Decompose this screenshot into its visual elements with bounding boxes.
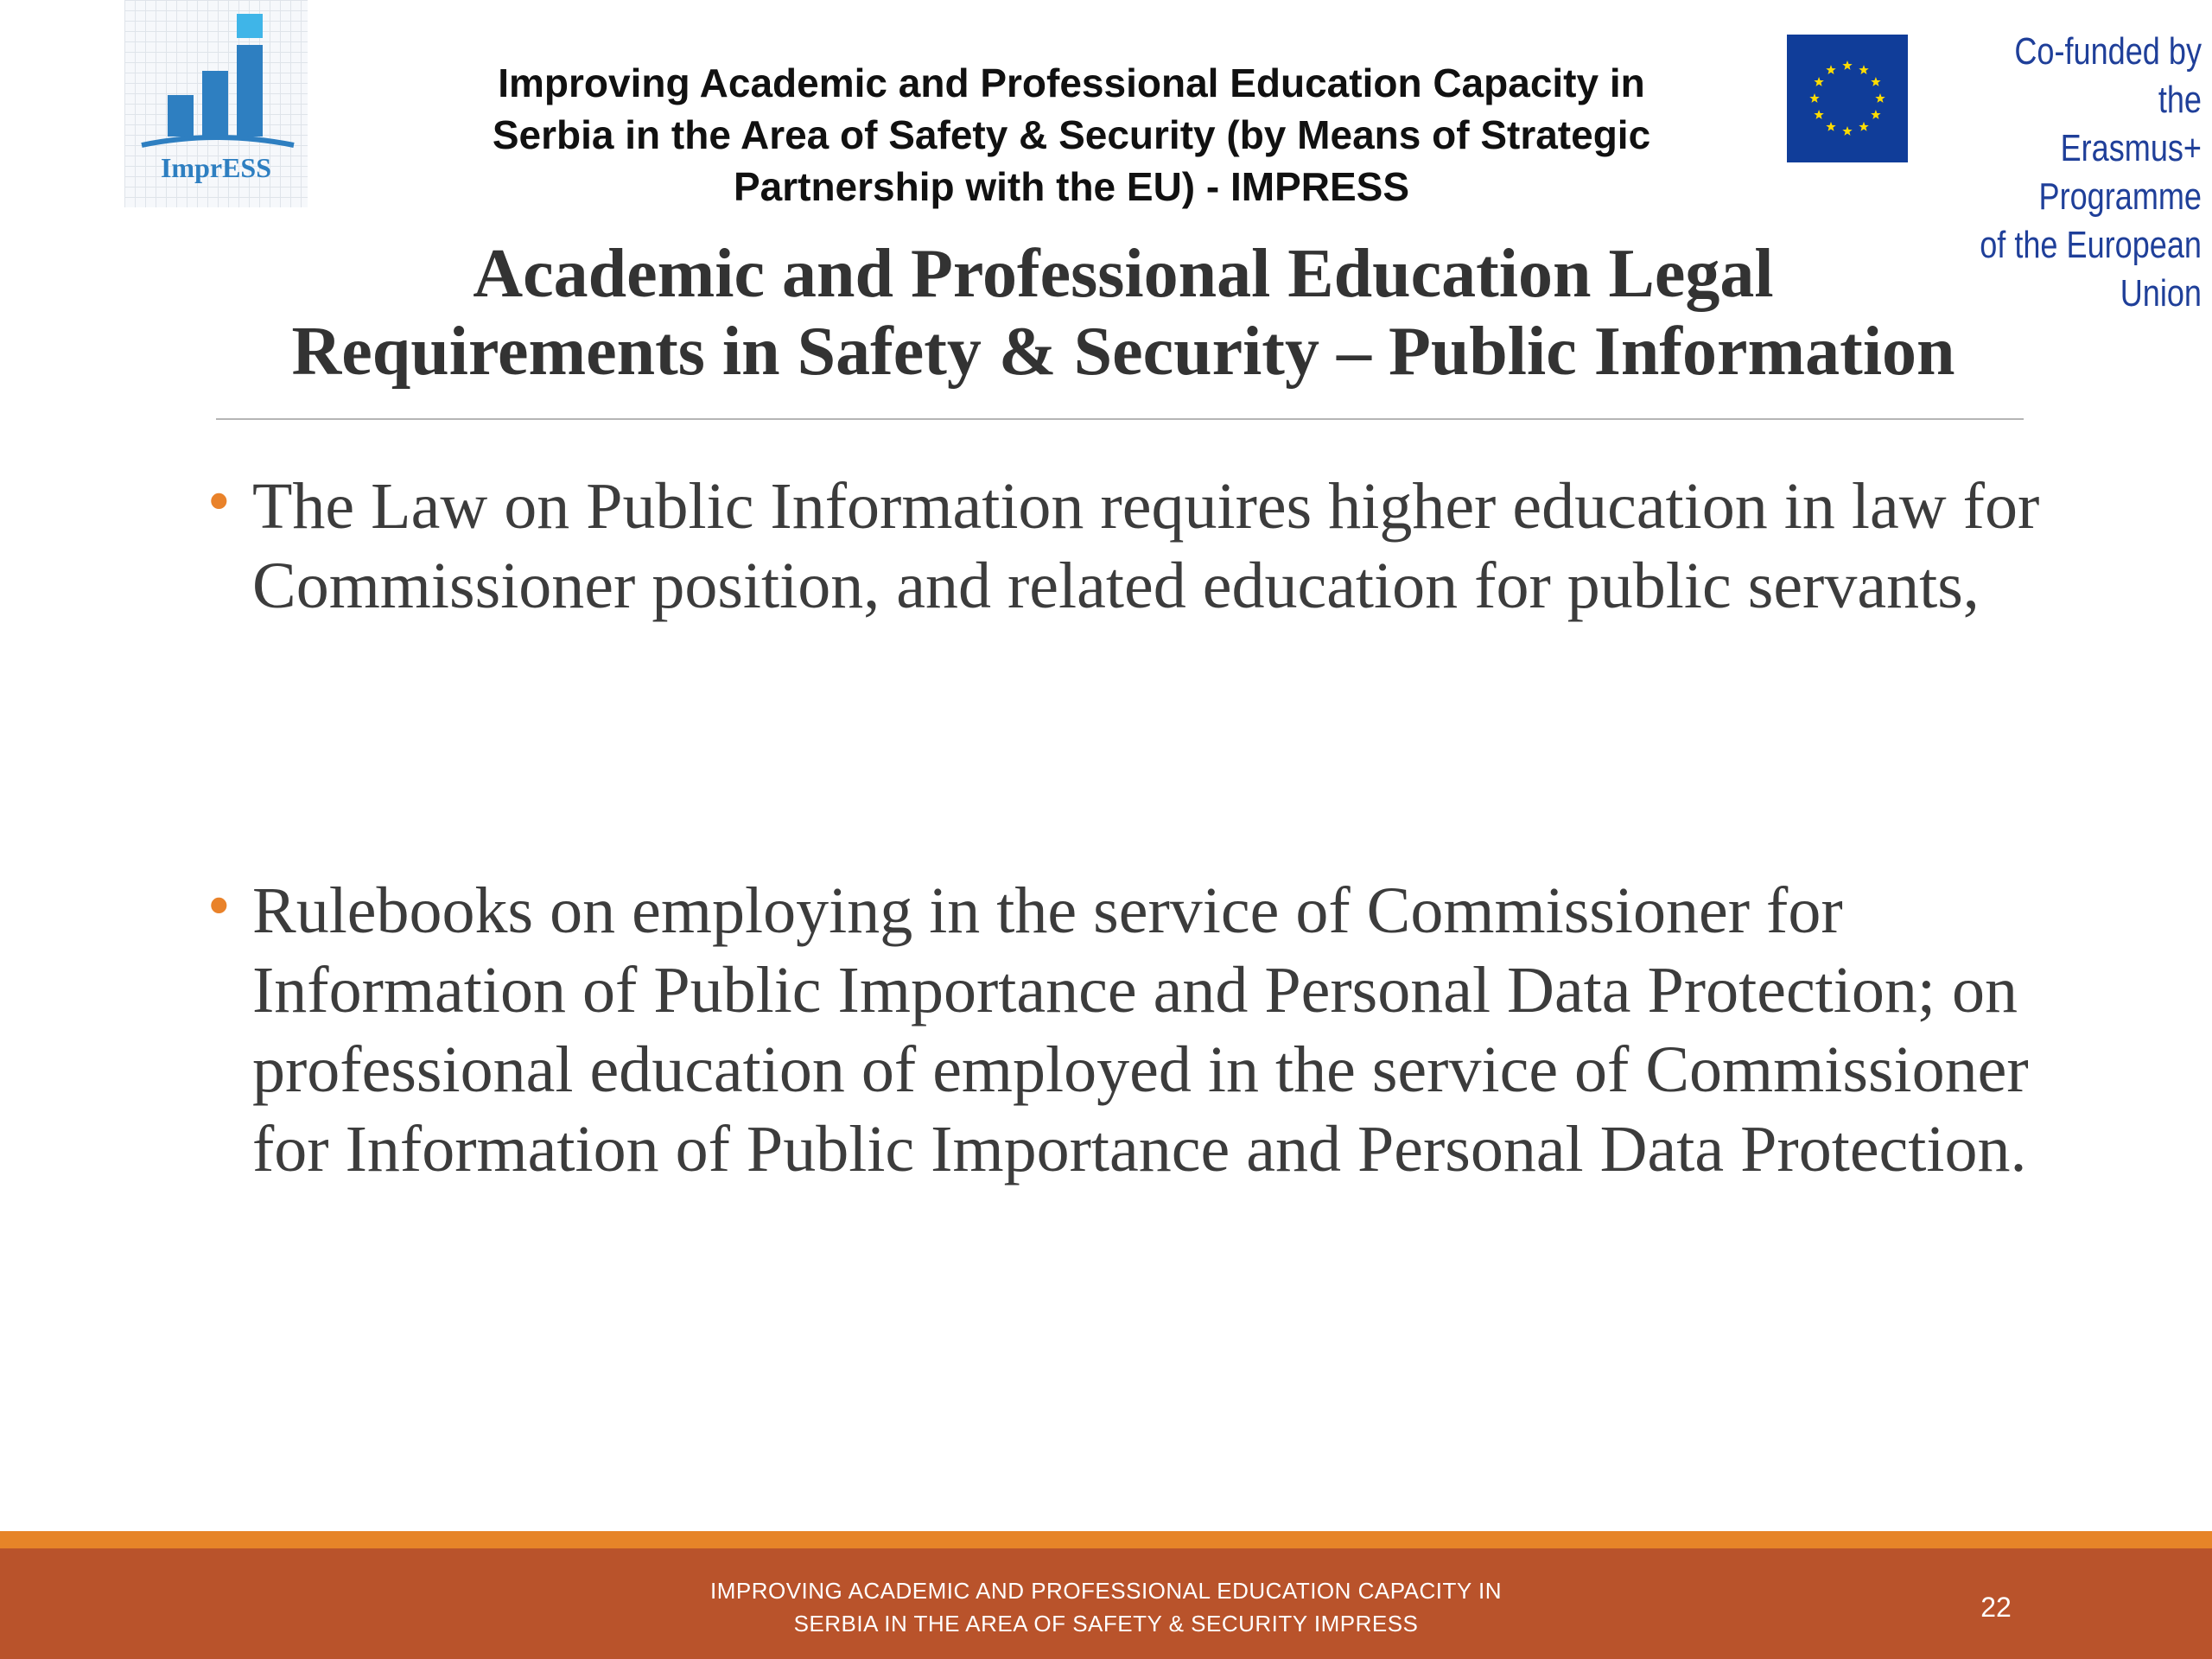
eu-flag-icon (1787, 35, 1908, 162)
project-title-line: Serbia in the Area of Safety & Security (by Means of Strategic (492, 112, 1651, 157)
bullet-marker: • (207, 465, 231, 537)
page-number: 22 (1980, 1592, 2012, 1623)
bullet-item (207, 871, 2056, 1189)
cofunded-line: Erasmus+ Programme (2038, 127, 2202, 218)
slide-title-line: Academic and Professional Education Legal (473, 236, 1774, 312)
footer-accent-bar (0, 1531, 2212, 1548)
footer-line: IMPROVING ACADEMIC AND PROFESSIONAL EDUCATION CAPACITY IN (709, 1578, 1503, 1604)
cofunded-line: Co-funded by the (2014, 30, 2202, 121)
slide-title (138, 235, 2108, 391)
bullet-text: Rulebooks on employing in the service of Commissioner for Information of Public Importance and Personal Data Protection; on professional education of employed in the service of Commissioner for Information of Public Importance and Personal Data Protection. (252, 874, 2029, 1185)
bullet-item (207, 467, 2056, 626)
project-title-line: Partnership with the EU) - IMPRESS (733, 164, 1410, 209)
footer-line: SERBIA IN THE AREA OF SAFETY & SECURITY IMPRESS (793, 1611, 1419, 1637)
footer-text (588, 1574, 1624, 1640)
cofunded-line: of the European Union (1980, 224, 2202, 315)
logo-text: ImprESS (160, 152, 272, 183)
project-title-line: Improving Academic and Professional Education Capacity in (498, 60, 1645, 105)
impress-logo (124, 0, 308, 207)
bullet-text: The Law on Public Information requires higher education in law for Commissioner position, and related education for public servants, (252, 470, 2040, 622)
bullet-marker: • (207, 869, 231, 942)
slide-title-line: Requirements in Safety & Security – Public Information (291, 314, 1955, 390)
title-divider (216, 418, 2024, 420)
project-header (380, 57, 1763, 213)
